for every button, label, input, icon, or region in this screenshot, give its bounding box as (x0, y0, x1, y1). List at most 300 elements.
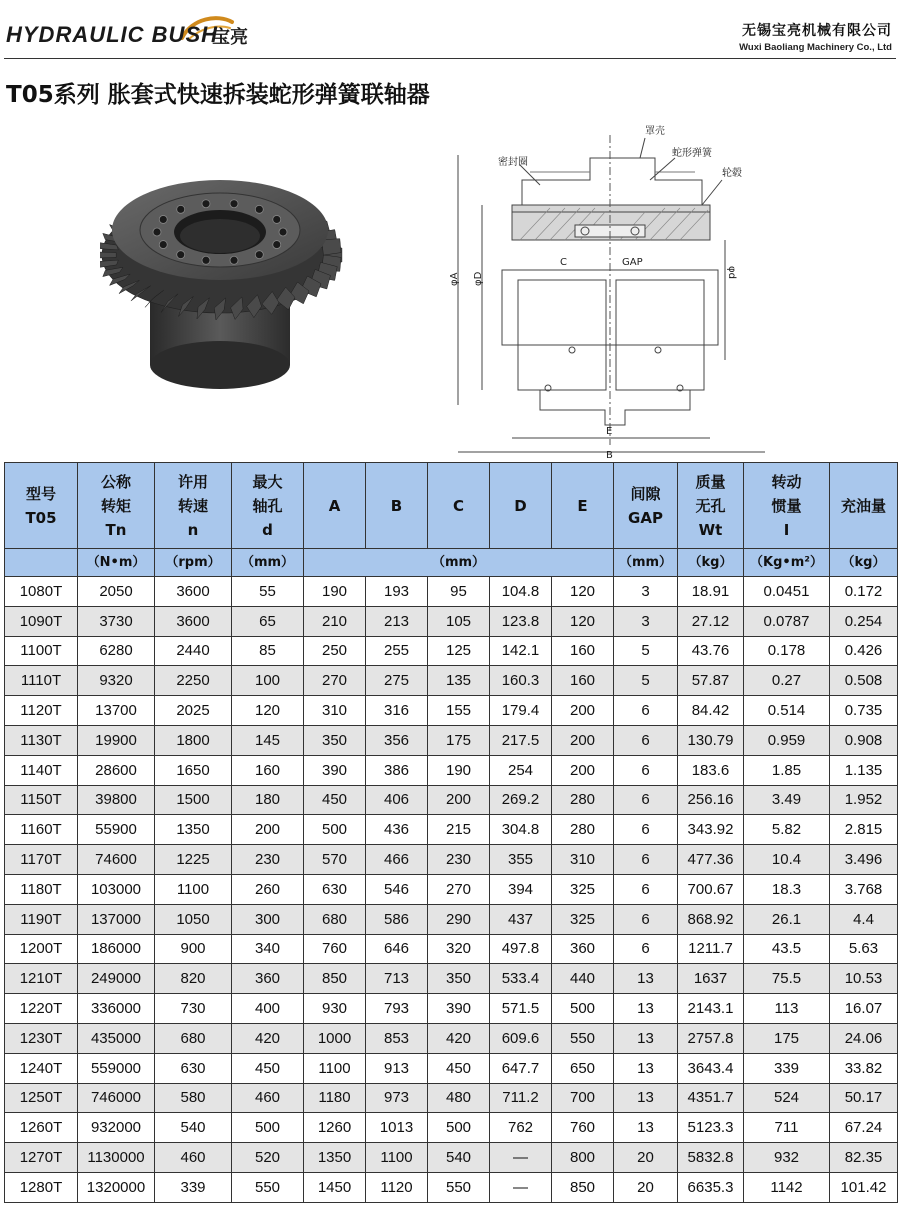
table-cell: 1120T (5, 696, 78, 726)
table-cell: 3 (614, 606, 678, 636)
table-cell: 310 (552, 845, 614, 875)
table-cell: 13 (614, 1083, 678, 1113)
table-cell: 1.952 (830, 785, 898, 815)
table-cell: 850 (552, 1172, 614, 1202)
col-D: D (490, 463, 552, 549)
table-cell: 1100 (366, 1143, 428, 1173)
table-cell: 105 (428, 606, 490, 636)
table-cell: 460 (232, 1083, 304, 1113)
table-cell: 5.63 (830, 934, 898, 964)
table-cell: 360 (552, 934, 614, 964)
table-cell: 550 (232, 1172, 304, 1202)
table-cell: 120 (232, 696, 304, 726)
table-cell: 95 (428, 577, 490, 607)
label-GAP: GAP (622, 257, 643, 268)
col-gap: 间隙 GAP (614, 463, 678, 549)
table-cell: 280 (552, 785, 614, 815)
table-cell: 325 (552, 904, 614, 934)
col-B: B (366, 463, 428, 549)
table-cell: 586 (366, 904, 428, 934)
table-cell: 540 (428, 1143, 490, 1173)
table-cell: 179.4 (490, 696, 552, 726)
table-cell: 6 (614, 904, 678, 934)
table-cell: 180 (232, 785, 304, 815)
table-cell: 533.4 (490, 964, 552, 994)
table-row (5, 994, 898, 1024)
table-cell: 123.8 (490, 606, 552, 636)
table-cell: 10.4 (744, 845, 830, 875)
table-cell: 820 (155, 964, 232, 994)
table-cell: 1650 (155, 755, 232, 785)
table-cell: 6635.3 (678, 1172, 744, 1202)
table-cell: 20 (614, 1172, 678, 1202)
table-row (5, 964, 898, 994)
label-phiD: φD (473, 271, 484, 286)
table-cell: 711 (744, 1113, 830, 1143)
table-cell: 1000 (304, 1023, 366, 1053)
unit-torque: （N•m） (78, 549, 155, 577)
table-cell: 300 (232, 904, 304, 934)
table-cell: 250 (304, 636, 366, 666)
table-cell: 1050 (155, 904, 232, 934)
table-row (5, 1083, 898, 1113)
table-cell: 853 (366, 1023, 428, 1053)
table-cell: 190 (304, 577, 366, 607)
table-cell: 1190T (5, 904, 78, 934)
table-cell: 67.24 (830, 1113, 898, 1143)
table-cell: 200 (232, 815, 304, 845)
table-cell: 5832.8 (678, 1143, 744, 1173)
table-cell: 466 (366, 845, 428, 875)
table-cell: 6280 (78, 636, 155, 666)
table-cell: 930 (304, 994, 366, 1024)
label-C: C (560, 257, 567, 268)
table-cell: 435000 (78, 1023, 155, 1053)
table-cell: 18.3 (744, 874, 830, 904)
bolt-hole (273, 215, 281, 223)
table-cell: 1013 (366, 1113, 428, 1143)
table-cell: 355 (490, 845, 552, 875)
company-name-block (739, 20, 892, 53)
table-cell: 500 (232, 1113, 304, 1143)
table-cell: 1110T (5, 666, 78, 696)
table-cell: 84.42 (678, 696, 744, 726)
label-phid: φd (726, 266, 737, 279)
table-cell: 386 (366, 755, 428, 785)
table-cell: 900 (155, 934, 232, 964)
table-cell: 630 (304, 874, 366, 904)
col-grease: 充油量 (830, 463, 898, 549)
table-cell: 2250 (155, 666, 232, 696)
table-cell: 406 (366, 785, 428, 815)
page-header (0, 0, 900, 60)
table-row (5, 725, 898, 755)
table-cell: 0.426 (830, 636, 898, 666)
bolt-hole (230, 200, 238, 208)
table-cell: 145 (232, 725, 304, 755)
table-cell: 5 (614, 666, 678, 696)
table-cell: 440 (552, 964, 614, 994)
table-cell: 120 (552, 577, 614, 607)
table-cell: 28600 (78, 755, 155, 785)
table-header-row (5, 463, 898, 549)
table-cell: 350 (428, 964, 490, 994)
table-cell: 3 (614, 577, 678, 607)
table-cell: 255 (366, 636, 428, 666)
table-cell: 249000 (78, 964, 155, 994)
table-cell: — (490, 1172, 552, 1202)
col-torque: 公称 转矩 Tn (78, 463, 155, 549)
table-cell: 13 (614, 994, 678, 1024)
table-cell: 1210T (5, 964, 78, 994)
table-cell: 1280T (5, 1172, 78, 1202)
table-cell: 6 (614, 755, 678, 785)
table-cell: 480 (428, 1083, 490, 1113)
table-cell: 2025 (155, 696, 232, 726)
table-cell: 1100T (5, 636, 78, 666)
table-cell: 24.06 (830, 1023, 898, 1053)
label-hub: 轮毂 (722, 168, 742, 179)
table-cell: 1800 (155, 725, 232, 755)
table-cell: 18.91 (678, 577, 744, 607)
table-cell: 700 (552, 1083, 614, 1113)
unit-inertia: （Kg•m²） (744, 549, 830, 577)
table-cell: 215 (428, 815, 490, 845)
table-cell: 1180T (5, 874, 78, 904)
table-cell: 800 (552, 1143, 614, 1173)
table-cell: 436 (366, 815, 428, 845)
table-cell: 160 (552, 666, 614, 696)
table-cell: 160.3 (490, 666, 552, 696)
table-cell: 1250T (5, 1083, 78, 1113)
table-cell: 570 (304, 845, 366, 875)
table-cell: 13 (614, 964, 678, 994)
table-cell: 200 (552, 725, 614, 755)
table-cell: 275 (366, 666, 428, 696)
col-bore: 最大 轴孔 d (232, 463, 304, 549)
table-cell: 125 (428, 636, 490, 666)
table-cell: 0.172 (830, 577, 898, 607)
table-cell: 973 (366, 1083, 428, 1113)
table-cell: 1.135 (830, 755, 898, 785)
table-cell: 1220T (5, 994, 78, 1024)
company-name-en: Wuxi Baoliang Machinery Co., Ltd (739, 42, 892, 53)
bolt-hole (153, 228, 161, 236)
table-cell: 137000 (78, 904, 155, 934)
table-cell: 200 (428, 785, 490, 815)
table-cell: 130.79 (678, 725, 744, 755)
bolt-hole (255, 205, 263, 213)
table-cell: 680 (155, 1023, 232, 1053)
table-cell: 160 (552, 636, 614, 666)
table-cell: 0.908 (830, 725, 898, 755)
table-cell: 6 (614, 815, 678, 845)
table-cell: 500 (552, 994, 614, 1024)
label-seal: 密封圈 (498, 157, 528, 168)
table-cell: 868.92 (678, 904, 744, 934)
label-B: B (606, 450, 613, 460)
table-cell: 4.4 (830, 904, 898, 934)
table-cell: 932000 (78, 1113, 155, 1143)
table-cell: 1225 (155, 845, 232, 875)
table-cell: 340 (232, 934, 304, 964)
table-cell: 217.5 (490, 725, 552, 755)
table-cell: 1500 (155, 785, 232, 815)
table-row (5, 1023, 898, 1053)
table-cell: 269.2 (490, 785, 552, 815)
table-units-row (5, 549, 898, 577)
table-cell: 33.82 (830, 1053, 898, 1083)
table-cell: 3643.4 (678, 1053, 744, 1083)
table-cell: 260 (232, 874, 304, 904)
table-cell: 3.49 (744, 785, 830, 815)
table-cell: 1230T (5, 1023, 78, 1053)
col-inertia: 转动 惯量 I (744, 463, 830, 549)
table-cell: 6 (614, 934, 678, 964)
unit-grease: （kg） (830, 549, 898, 577)
table-cell: 500 (428, 1113, 490, 1143)
table-cell: 3730 (78, 606, 155, 636)
table-cell: 0.508 (830, 666, 898, 696)
table-cell: 13 (614, 1113, 678, 1143)
table-cell: — (490, 1143, 552, 1173)
table-cell: 460 (155, 1143, 232, 1173)
table-cell: 1160T (5, 815, 78, 845)
logo-text: HYDRAULIC BUSH (6, 22, 218, 47)
table-cell: 50.17 (830, 1083, 898, 1113)
table-cell: 700.67 (678, 874, 744, 904)
table-cell: 13 (614, 1053, 678, 1083)
table-row (5, 1172, 898, 1202)
table-cell: 2.815 (830, 815, 898, 845)
table-cell: 450 (428, 1053, 490, 1083)
table-cell: 1450 (304, 1172, 366, 1202)
table-cell: 200 (552, 755, 614, 785)
table-cell: 19900 (78, 725, 155, 755)
table-cell: 450 (304, 785, 366, 815)
table-cell: 200 (552, 696, 614, 726)
spec-table (4, 462, 898, 1203)
table-cell: 647.7 (490, 1053, 552, 1083)
table-cell: 183.6 (678, 755, 744, 785)
coupling-section-drawing (440, 120, 780, 460)
table-cell: 113 (744, 994, 830, 1024)
table-cell: 1637 (678, 964, 744, 994)
table-row (5, 755, 898, 785)
table-cell: 650 (552, 1053, 614, 1083)
table-cell: 0.0451 (744, 577, 830, 607)
table-row (5, 636, 898, 666)
table-cell: 913 (366, 1053, 428, 1083)
table-cell: 2440 (155, 636, 232, 666)
table-row (5, 606, 898, 636)
col-model: 型号 T05 (5, 463, 78, 549)
table-cell: 1180 (304, 1083, 366, 1113)
table-cell: 580 (155, 1083, 232, 1113)
bolt-hole (255, 251, 263, 259)
table-cell: 1130T (5, 725, 78, 755)
table-row (5, 1143, 898, 1173)
unit-dims: （mm） (304, 549, 614, 577)
table-cell: 0.514 (744, 696, 830, 726)
table-cell: 190 (428, 755, 490, 785)
label-E: E (606, 426, 613, 437)
table-cell: 10.53 (830, 964, 898, 994)
table-cell: 609.6 (490, 1023, 552, 1053)
table-cell: 210 (304, 606, 366, 636)
table-cell: 160 (232, 755, 304, 785)
table-cell: 142.1 (490, 636, 552, 666)
col-E: E (552, 463, 614, 549)
table-cell: 1100 (155, 874, 232, 904)
table-cell: 320 (428, 934, 490, 964)
table-cell: 316 (366, 696, 428, 726)
table-cell: 6 (614, 845, 678, 875)
table-cell: 290 (428, 904, 490, 934)
table-cell: 270 (428, 874, 490, 904)
table-cell: 524 (744, 1083, 830, 1113)
table-cell: 1320000 (78, 1172, 155, 1202)
table-cell: 730 (155, 994, 232, 1024)
table-cell: 1080T (5, 577, 78, 607)
table-cell: 1.85 (744, 755, 830, 785)
bolt-hole (177, 251, 185, 259)
table-cell: 350 (304, 725, 366, 755)
unit-bore: （mm） (232, 549, 304, 577)
table-cell: 546 (366, 874, 428, 904)
table-cell: 57.87 (678, 666, 744, 696)
col-mass: 质量 无孔 Wt (678, 463, 744, 549)
table-cell: 1260 (304, 1113, 366, 1143)
table-cell: 760 (304, 934, 366, 964)
table-cell: 55900 (78, 815, 155, 845)
bolt-hole (177, 205, 185, 213)
col-C: C (428, 463, 490, 549)
table-cell: 0.27 (744, 666, 830, 696)
table-cell: 746000 (78, 1083, 155, 1113)
table-cell: 559000 (78, 1053, 155, 1083)
table-cell: 6 (614, 874, 678, 904)
table-cell: 2143.1 (678, 994, 744, 1024)
table-cell: 155 (428, 696, 490, 726)
table-cell: 304.8 (490, 815, 552, 845)
table-row (5, 874, 898, 904)
table-cell: 5 (614, 636, 678, 666)
table-cell: 520 (232, 1143, 304, 1173)
table-cell: 175 (428, 725, 490, 755)
table-cell: 1200T (5, 934, 78, 964)
table-cell: 1170T (5, 845, 78, 875)
bolt-hole (159, 241, 167, 249)
table-cell: 680 (304, 904, 366, 934)
table-cell: 3.496 (830, 845, 898, 875)
table-cell: 6 (614, 725, 678, 755)
table-cell: 100 (232, 666, 304, 696)
table-cell: 27.12 (678, 606, 744, 636)
table-cell: 1260T (5, 1113, 78, 1143)
table-cell: 1211.7 (678, 934, 744, 964)
table-cell: 13700 (78, 696, 155, 726)
table-cell: 550 (552, 1023, 614, 1053)
table-cell: 175 (744, 1023, 830, 1053)
table-row (5, 1113, 898, 1143)
table-cell: 760 (552, 1113, 614, 1143)
table-cell: 0.0787 (744, 606, 830, 636)
table-cell: 500 (304, 815, 366, 845)
table-cell: 55 (232, 577, 304, 607)
label-cover: 罩壳 (645, 126, 665, 137)
label-phiA: φA (449, 272, 460, 286)
table-cell: 420 (232, 1023, 304, 1053)
table-cell: 450 (232, 1053, 304, 1083)
table-cell: 43.5 (744, 934, 830, 964)
table-cell: 4351.7 (678, 1083, 744, 1113)
table-cell: 3.768 (830, 874, 898, 904)
table-row (5, 934, 898, 964)
table-cell: 1240T (5, 1053, 78, 1083)
unit-mass: （kg） (678, 549, 744, 577)
table-cell: 711.2 (490, 1083, 552, 1113)
table-cell: 104.8 (490, 577, 552, 607)
table-cell: 0.254 (830, 606, 898, 636)
table-cell: 20 (614, 1143, 678, 1173)
table-cell: 101.42 (830, 1172, 898, 1202)
gear-tooth (100, 252, 116, 258)
table-cell: 762 (490, 1113, 552, 1143)
table-cell: 26.1 (744, 904, 830, 934)
table-cell: 270 (304, 666, 366, 696)
table-cell: 1350 (304, 1143, 366, 1173)
table-row (5, 785, 898, 815)
table-row (5, 845, 898, 875)
table-cell: 256.16 (678, 785, 744, 815)
table-cell: 400 (232, 994, 304, 1024)
table-cell: 135 (428, 666, 490, 696)
table-cell: 390 (304, 755, 366, 785)
table-row (5, 666, 898, 696)
table-cell: 336000 (78, 994, 155, 1024)
table-cell: 6 (614, 696, 678, 726)
unit-gap: （mm） (614, 549, 678, 577)
table-cell: 1090T (5, 606, 78, 636)
table-cell: 186000 (78, 934, 155, 964)
table-cell: 254 (490, 755, 552, 785)
table-row (5, 904, 898, 934)
table-cell: 75.5 (744, 964, 830, 994)
bolt-hole (230, 256, 238, 264)
bolt-hole (202, 256, 210, 264)
table-row (5, 815, 898, 845)
page-title: T05系列 胀套式快速拆装蛇形弹簧联轴器 (6, 82, 430, 108)
table-cell: 0.178 (744, 636, 830, 666)
bolt-hole (202, 200, 210, 208)
table-cell: 103000 (78, 874, 155, 904)
company-name-cn: 无锡宝亮机械有限公司 (742, 23, 892, 39)
table-cell: 213 (366, 606, 428, 636)
bolt-hole (159, 215, 167, 223)
table-cell: 2757.8 (678, 1023, 744, 1053)
unit-speed: （rpm） (155, 549, 232, 577)
table-cell: 390 (428, 994, 490, 1024)
table-cell: 356 (366, 725, 428, 755)
table-cell: 497.8 (490, 934, 552, 964)
table-cell: 339 (744, 1053, 830, 1083)
coupling-photo (100, 160, 370, 400)
table-cell: 85 (232, 636, 304, 666)
table-cell: 3600 (155, 577, 232, 607)
table-cell: 1142 (744, 1172, 830, 1202)
table-cell: 310 (304, 696, 366, 726)
